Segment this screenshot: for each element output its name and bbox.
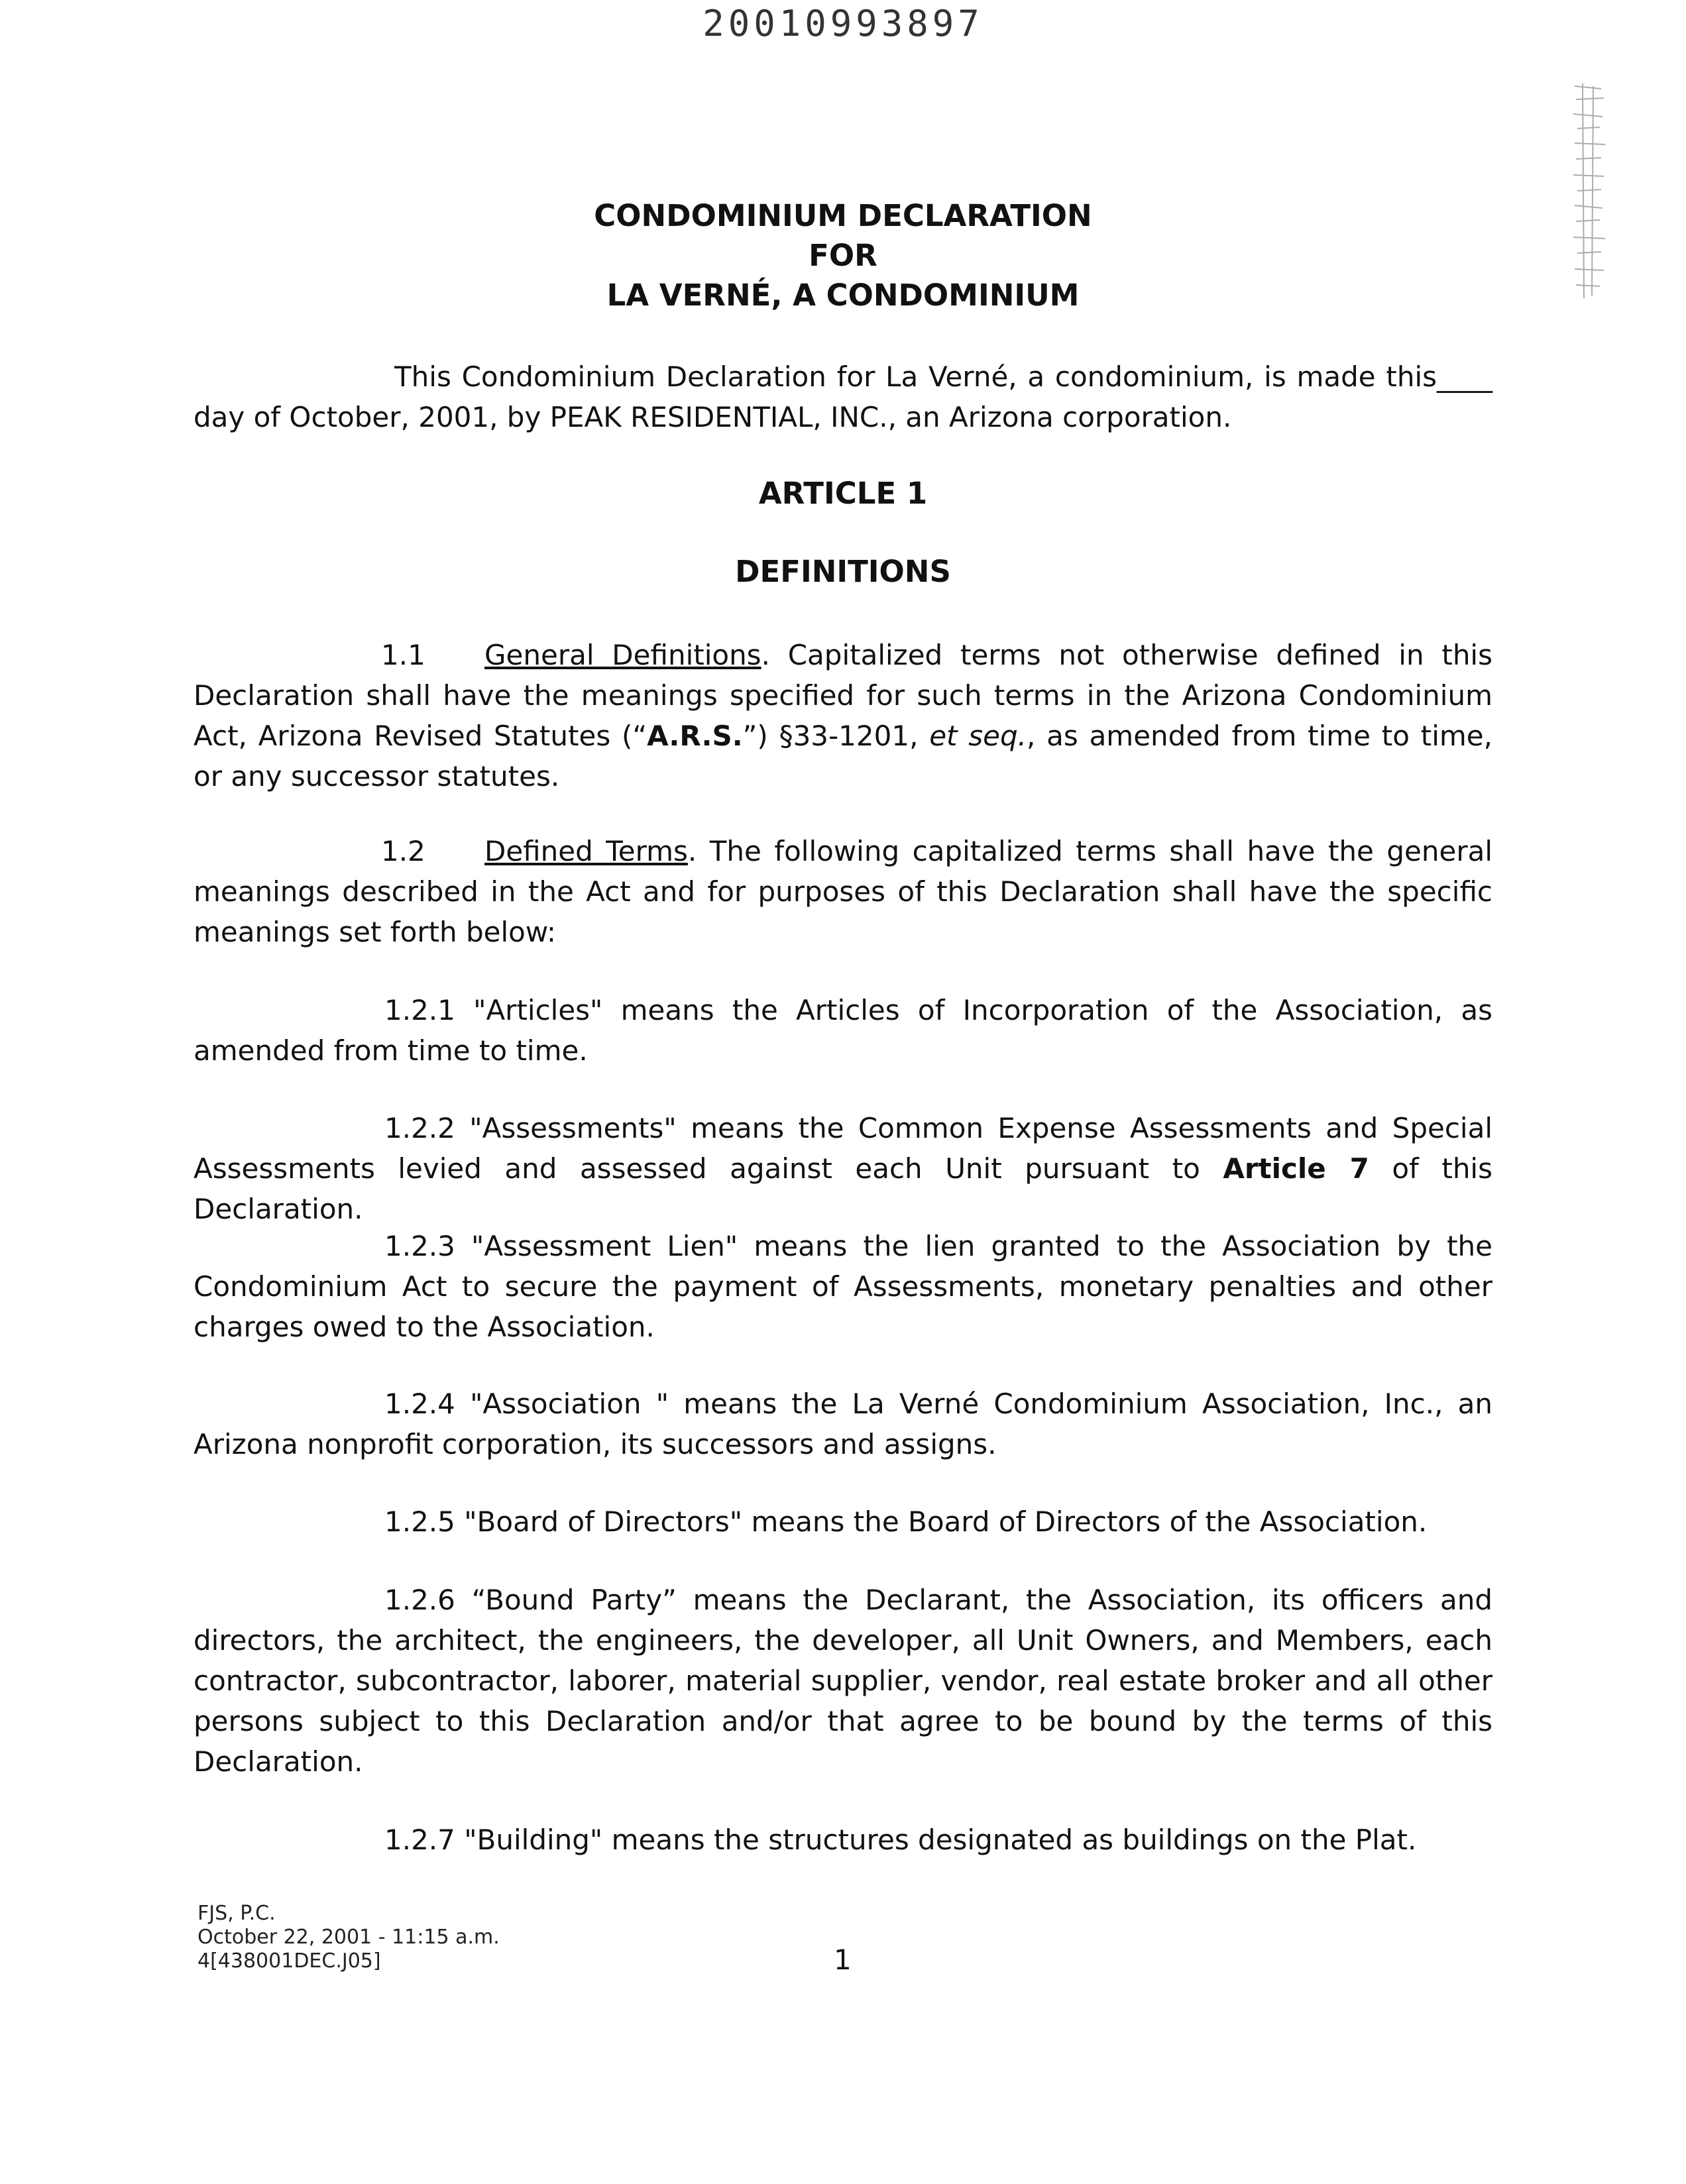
footer-timestamp: October 22, 2001 - 11:15 a.m. bbox=[197, 1926, 500, 1949]
section-number: 1.2.2 bbox=[384, 1112, 455, 1144]
article-label: ARTICLE 1 bbox=[758, 476, 928, 511]
section-number: 1.2.6 bbox=[384, 1584, 455, 1616]
intro-text-2: day of October, 2001, by PEAK RESIDENTIAL, INC., an Arizona corporation. bbox=[194, 401, 1232, 433]
article-reference: Article 7 bbox=[1223, 1152, 1369, 1185]
section-1-1 bbox=[194, 635, 1492, 796]
section-number: 1.2.4 bbox=[384, 1388, 455, 1420]
title-line-3: LA VERNÉ, A CONDOMINIUM bbox=[606, 278, 1080, 313]
section-1-2-2 bbox=[194, 1108, 1492, 1229]
section-number: 1.2.1 bbox=[384, 994, 455, 1026]
section-1-2-4 bbox=[194, 1384, 1492, 1464]
section-text: "Association " means the La Verné Condominium Association, Inc., an Arizona nonprofit corporation, its successors and assigns. bbox=[194, 1388, 1492, 1460]
section-1-2-1 bbox=[194, 990, 1492, 1071]
section-text: of this Declaration. bbox=[194, 1152, 1492, 1225]
section-text: "Board of Directors" means the Board of Directors of the Association. bbox=[464, 1505, 1428, 1538]
footer-firm: FJS, P.C. bbox=[197, 1902, 276, 1925]
section-text: “Bound Party” means the Declarant, the Association, its officers and directors, the architect, the engineers, the developer, all Unit Owners, and Members, each contractor, subcontractor, laborer, material supplier, vendor, real estate broker and all other persons subject to this Declaration and/or that agree to be bound by the terms of this Declaration. bbox=[194, 1584, 1493, 1778]
section-1-2-7 bbox=[194, 1820, 1492, 1860]
section-text: "Assessment Lien" means the lien granted to the Association by the Condominium Act to secure the payment of Assessments, monetary penalties and other charges owed to the Association. bbox=[194, 1230, 1492, 1343]
section-1-2-5 bbox=[194, 1502, 1492, 1542]
section-text: . Capitalized terms not otherwise defined in this Declaration shall have the meanings specified for such terms in the Arizona Condominium Act, Arizona Revised Statutes (“ bbox=[194, 639, 1492, 752]
intro-paragraph bbox=[194, 356, 1492, 437]
section-text: "Assessments" means the Common Expense Assessments and Special Assessments levied and assessed against each Unit pursuant to bbox=[194, 1112, 1492, 1185]
footer-file-ref: 4[438001DEC.J05] bbox=[197, 1949, 381, 1973]
section-number: 1.2.5 bbox=[384, 1505, 455, 1538]
recording-number: 20010993897 bbox=[702, 3, 984, 44]
footer-info bbox=[197, 1902, 500, 1973]
section-1-2 bbox=[194, 831, 1492, 952]
section-title: Defined Terms bbox=[484, 835, 688, 867]
section-number: 1.2 bbox=[381, 835, 425, 867]
title-line-1: CONDOMINIUM DECLARATION bbox=[594, 198, 1092, 233]
intro-text: This Condominium Declaration for La Verné, a condominium, is made this bbox=[394, 360, 1437, 393]
section-1-2-6 bbox=[194, 1580, 1492, 1782]
et-seq: et seq. bbox=[929, 720, 1027, 752]
section-1-2-3 bbox=[194, 1226, 1492, 1347]
section-text: . The following capitalized terms shall have the general meanings described in the Act and for purposes of this Declaration shall have the specific meanings set forth below: bbox=[194, 835, 1492, 948]
ars-term: A.R.S. bbox=[647, 720, 743, 752]
title-line-2: FOR bbox=[809, 238, 877, 273]
article-heading: DEFINITIONS bbox=[735, 554, 951, 589]
section-text: "Articles" means the Articles of Incorporation of the Association, as amended from time to time. bbox=[194, 994, 1492, 1067]
section-number: 1.2.7 bbox=[384, 1824, 455, 1856]
page-number: 1 bbox=[834, 1943, 852, 1976]
section-number: 1.2.3 bbox=[384, 1230, 455, 1262]
section-text: "Building" means the structures designated as buildings on the Plat. bbox=[464, 1824, 1417, 1856]
section-title: General Definitions bbox=[484, 639, 761, 671]
section-text: , as amended from time to time, or any successor statutes. bbox=[194, 720, 1492, 792]
section-text: ”) §33-1201, bbox=[742, 720, 930, 752]
intro-blank: ____ bbox=[1437, 360, 1492, 393]
declaration-title bbox=[0, 196, 1686, 315]
section-number: 1.1 bbox=[381, 639, 425, 671]
